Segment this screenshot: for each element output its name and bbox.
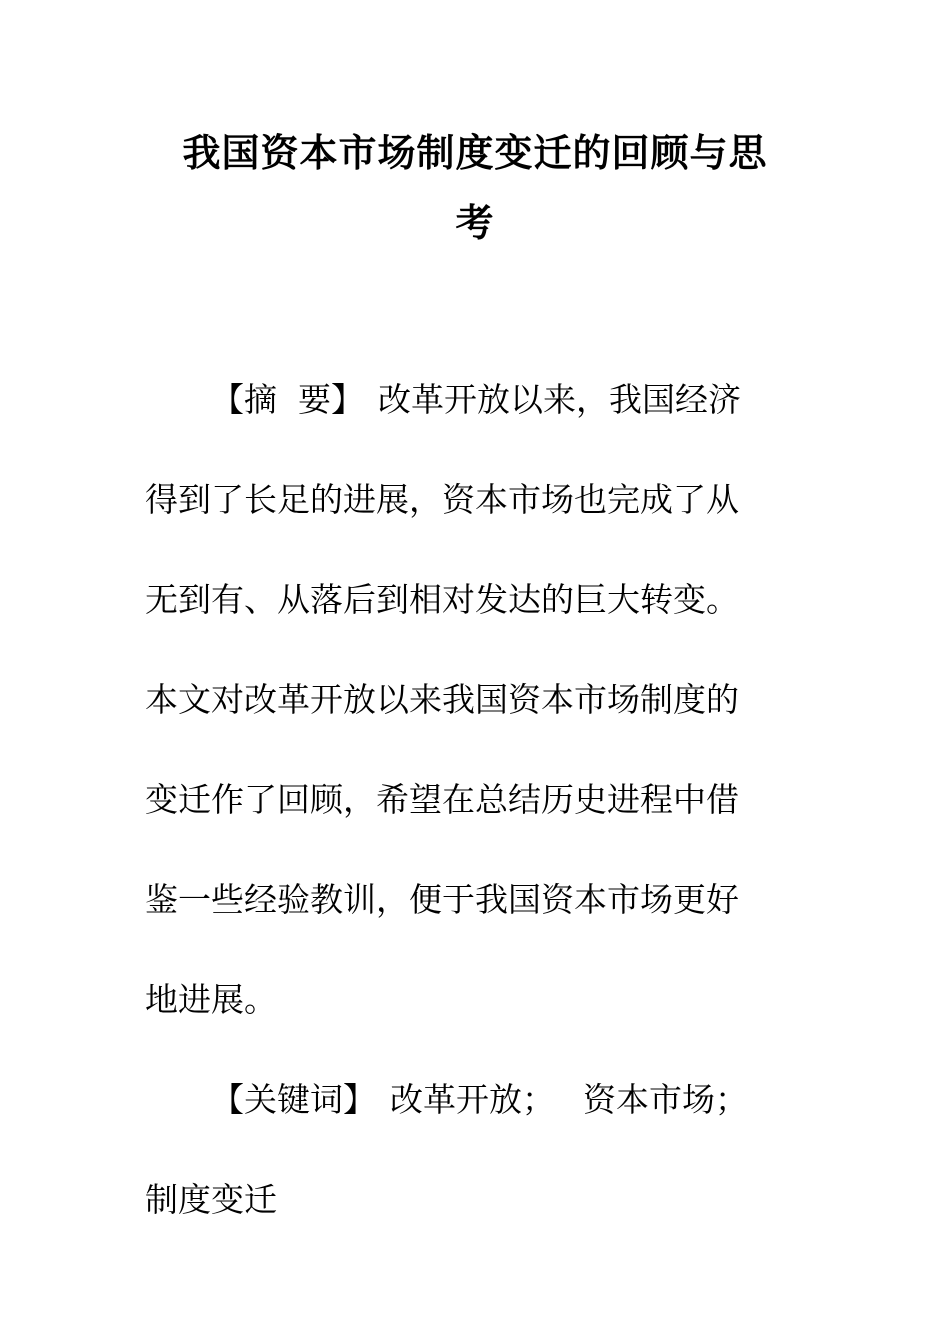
abstract-text-line: 无到有、从落后到相对发达的巨大转变。 bbox=[145, 580, 739, 619]
keyword-item: 资本市场； bbox=[583, 1080, 748, 1119]
keyword-item: 制度变迁 bbox=[145, 1180, 277, 1219]
abstract-text-line: 改革开放以来，我国经济 bbox=[377, 380, 741, 419]
keywords-label: 【关键词】 bbox=[211, 1080, 376, 1119]
keywords-first-line bbox=[145, 1050, 795, 1150]
abstract-first-line bbox=[145, 350, 795, 450]
abstract-text-line: 本文对改革开放以来我国资本市场制度的 bbox=[145, 680, 739, 719]
abstract-text-line: 变迁作了回顾，希望在总结历史进程中借 bbox=[145, 780, 739, 819]
abstract-label: 【摘 要】 bbox=[211, 380, 364, 419]
document-title bbox=[145, 118, 805, 258]
abstract-section bbox=[145, 350, 795, 1050]
title-line-2: 考 bbox=[455, 200, 495, 245]
title-line-1: 我国资本市场制度变迁的回顾与思 bbox=[182, 130, 768, 175]
abstract-text-line: 地进展。 bbox=[145, 980, 277, 1019]
abstract-text-line: 得到了长足的进展，资本市场也完成了从 bbox=[145, 480, 739, 519]
abstract-text-line: 鉴一些经验教训，便于我国资本市场更好 bbox=[145, 880, 739, 919]
keyword-item: 改革开放； bbox=[390, 1080, 555, 1119]
keywords-section bbox=[145, 1050, 795, 1250]
